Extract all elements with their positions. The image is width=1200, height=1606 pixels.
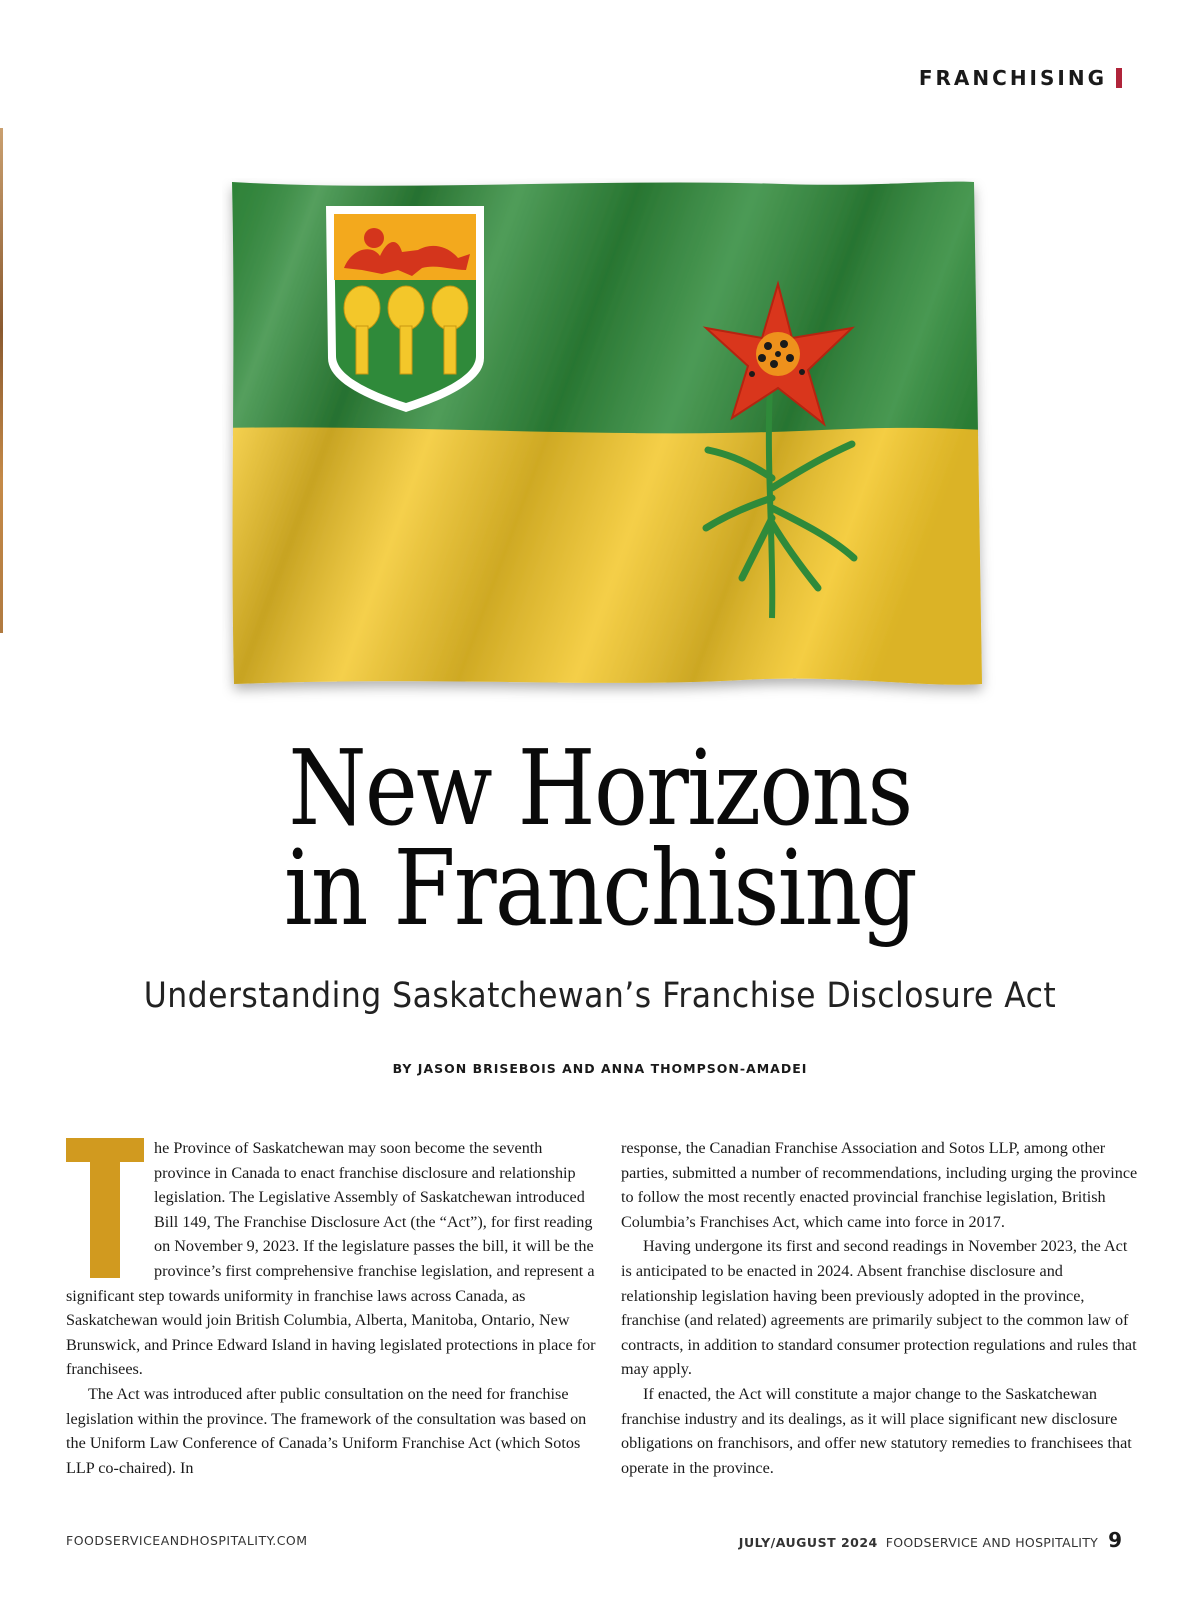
footer-folio <box>739 1528 1122 1552</box>
footer-issue-date: JULY/AUGUST 2024 <box>738 1535 878 1550</box>
hero-image-saskatchewan-flag <box>222 178 1012 718</box>
article-subtitle: Understanding Saskatchewan’s Franchise Disclosure Act <box>143 976 1057 1016</box>
section-label <box>919 66 1122 90</box>
previous-page-edge <box>0 128 3 633</box>
article-column-right <box>621 1136 1142 1480</box>
dropcap-letter <box>66 1138 144 1278</box>
coat-of-arms-icon <box>326 206 484 412</box>
paragraph-left-2: The Act was introduced after public consultation on the need for franchise legislation within the province. The framework of the consultation was based on the Uniform Law Conference of Canada’s Uniform Franchise Act (which Sotos LLP co-chaired). In <box>66 1384 587 1477</box>
paragraph-right-1: response, the Canadian Franchise Association and Sotos LLP, among other parties, submitted a number of recommendations, including urging the province to follow the most recently enacted provincial franchise legislation, British Columbia’s Franchises Act, which came into force in 2017. <box>621 1139 1138 1231</box>
footer-website: FOODSERVICEANDHOSPITALITY.COM <box>66 1533 308 1548</box>
paragraph-right-3: If enacted, the Act will constitute a major change to the Saskatchewan franchise industry and its dealings, as it will place significant new disclosure obligations on franchisors, and offer new statutory remedies to franchisees that operate in the province. <box>621 1384 1132 1477</box>
dropcap-stem <box>90 1138 120 1278</box>
byline: BY JASON BRISEBOIS AND ANNA THOMPSON-AMADEI <box>392 1061 808 1076</box>
paragraph-right-2: Having undergone its first and second readings in November 2023, the Act is anticipated to be enacted in 2024. Absent franchise disclosure and relationship legislation having been previously adopted in the province, franchise (and related) agreements are primarily subject to the common law of contracts, in addition to standard consumer protection regulations and rules that may apply. <box>621 1237 1137 1379</box>
page-number: 9 <box>1108 1528 1122 1552</box>
paragraph-left-1: he Province of Saskatchewan may soon become the seventh province in Canada to enact franchise disclosure and relationship legislation. The Legislative Assembly of Saskatchewan introduced Bill 149, The Franchise Disclosure Act (the “Act”), for first reading on November 9, 2023. If the legislature passes the bill, it will be the province’s first comprehensive franchise legislation, and represent a significant step towards uniformity in franchise laws across Canada, as Saskatchewan would join British Columbia, Alberta, Manitoba, Ontario, New Brunswick, and Prince Edward Island in having legislated protections in place for franchisees. <box>66 1139 596 1379</box>
section-accent-bar <box>1116 68 1122 88</box>
title-line-1: New Horizons <box>288 727 912 849</box>
section-label-text: FRANCHISING <box>918 66 1107 90</box>
title-line-2: in Franchising <box>284 827 916 949</box>
article-title <box>84 727 1116 949</box>
footer-magazine-name: FOODSERVICE AND HOSPITALITY <box>885 1535 1099 1550</box>
article-column-left <box>66 1136 596 1480</box>
flag-graphic <box>222 178 1012 718</box>
